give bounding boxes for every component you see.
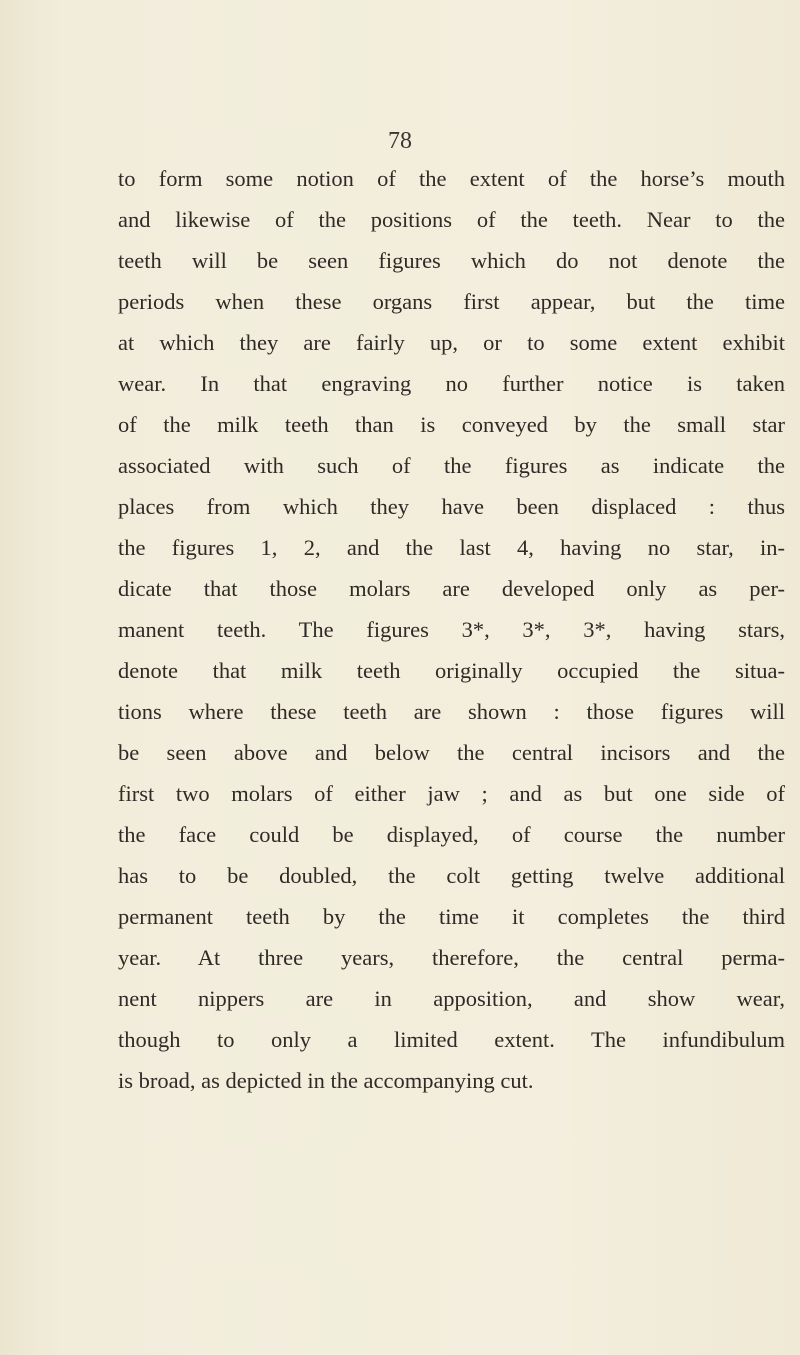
text-line: has to be doubled, the colt getting twelve additional [118, 863, 785, 888]
text-line: teeth will be seen figures which do not denote the [118, 248, 785, 273]
text-line: permanent teeth by the time it completes the third [118, 904, 785, 929]
text-line: associated with such of the figures as indicate the [118, 453, 785, 478]
text-line: manent teeth. The figures 3*, 3*, 3*, having stars, [118, 617, 785, 642]
text-line: the face could be displayed, of course the number [118, 822, 785, 847]
text-line: places from which they have been displaced : thus [118, 494, 785, 519]
text-line: periods when these organs first appear, but the time [118, 289, 785, 314]
text-line: wear. In that engraving no further notice is taken [118, 371, 785, 396]
text-line: tions where these teeth are shown : those figures will [118, 699, 785, 724]
text-line: dicate that those molars are developed only as per- [118, 576, 785, 601]
text-line: the figures 1, 2, and the last 4, having no star, in- [118, 535, 785, 560]
text-line: of the milk teeth than is conveyed by the small star [118, 412, 785, 437]
text-line: denote that milk teeth originally occupied the situa- [118, 658, 785, 683]
text-line-last: is broad, as depicted in the accompanying cut. [118, 1068, 534, 1093]
text-line: at which they are fairly up, or to some extent exhibit [118, 330, 785, 355]
text-line: first two molars of either jaw ; and as but one side of [118, 781, 785, 806]
text-line: year. At three years, therefore, the central perma- [118, 945, 785, 970]
text-line: be seen above and below the central incisors and the [118, 740, 785, 765]
text-line: to form some notion of the extent of the horse’s mouth [118, 166, 785, 191]
text-line: and likewise of the positions of the teeth. Near to the [118, 207, 785, 232]
page-number: 78 [388, 128, 412, 154]
text-line: though to only a limited extent. The infundibulum [118, 1027, 785, 1052]
text-line: nent nippers are in apposition, and show wear, [118, 986, 785, 1011]
